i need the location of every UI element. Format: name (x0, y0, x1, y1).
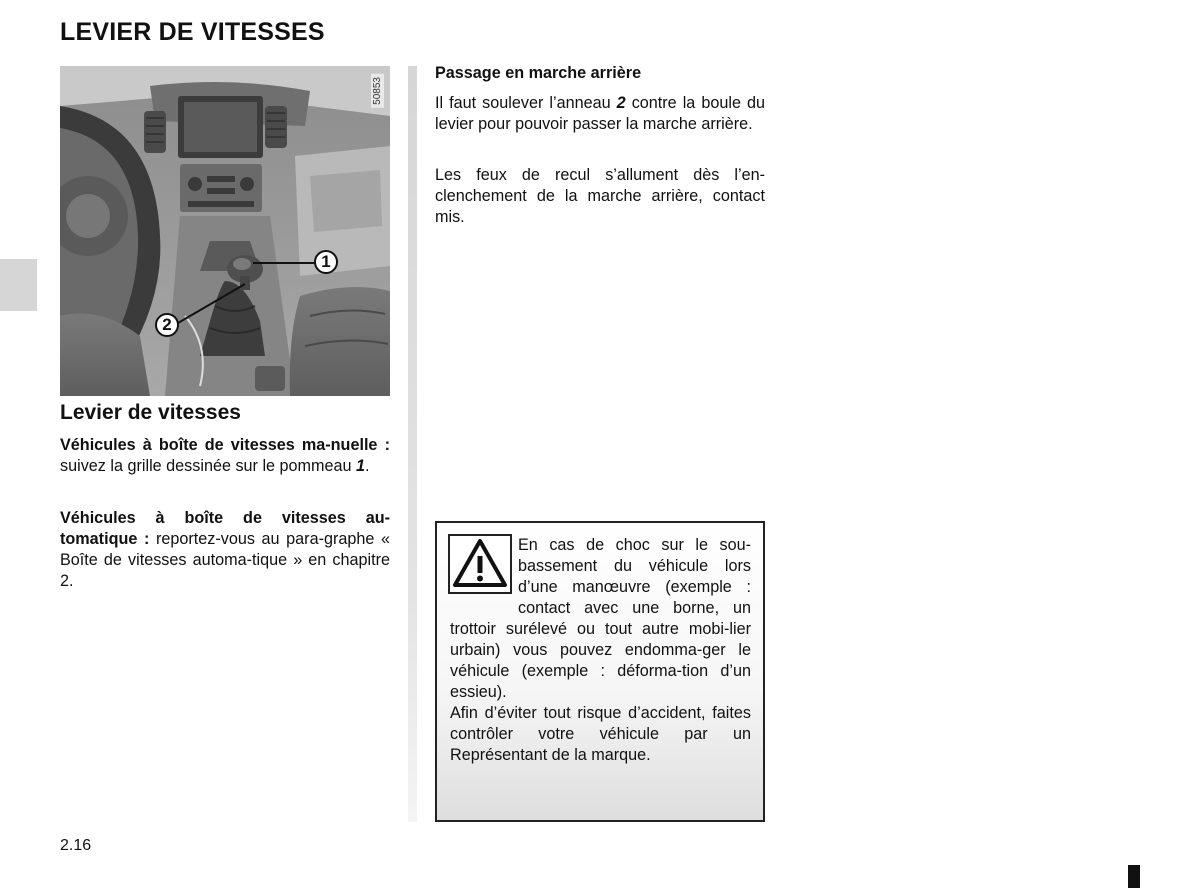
reverse-gear-heading: Passage en marche arrière (435, 64, 642, 82)
reverse-gear-text-b: contre la boule du levier pour pouvoir passer la marche arrière. (435, 94, 765, 133)
section-heading: Levier de vitesses (60, 401, 241, 424)
page-title: LEVIER DE VITESSES (60, 18, 325, 46)
callout-2: 2 (155, 313, 179, 337)
warning-text (450, 535, 751, 766)
ring-reference-2: 2 (616, 94, 626, 112)
reverse-gear-text-a: Il faut soulever l’anneau (435, 94, 617, 112)
page-number: 2.16 (60, 837, 92, 854)
automatic-gearbox-label: Véhicules à boîte de vitesses au-tomatique : (60, 509, 390, 548)
car-interior-drawing (60, 66, 390, 396)
automatic-gearbox-paragraph (60, 508, 390, 592)
column-divider-bar (408, 66, 417, 822)
manual-gearbox-text: suivez la grille dessinée sur le pommeau (60, 457, 357, 475)
ring-reference-1: 1 (356, 457, 366, 475)
figure-code: 50853 (371, 74, 384, 108)
warning-paragraph-1: En cas de choc sur le sou-bassement du véhicule lors d’une manœuvre (exemple : contact avec une borne, un trottoir surélevé ou tout autre mobi-lier urbain) vous pouvez endomma-ger le véhicule (exemple : déforma-tion d’un essieu). (450, 536, 751, 701)
corner-thumb-mark (1128, 865, 1140, 888)
manual-gearbox-label: Véhicules à boîte de vitesses ma-nuelle : (60, 436, 390, 454)
manual-gearbox-paragraph (60, 435, 390, 477)
callout-1: 1 (314, 250, 338, 274)
chapter-tab-marker (0, 259, 37, 311)
reverse-gear-paragraph-1 (435, 93, 765, 135)
warning-paragraph-2: Afin d’éviter tout risque d’accident, faites contrôler votre véhicule par un Représentant de la marque. (450, 704, 751, 764)
reverse-lights-paragraph: Les feux de recul s’allument dès l’en-clenchement de la marche arrière, contact mis. (435, 166, 765, 226)
manual-gearbox-end: . (365, 457, 370, 475)
automatic-gearbox-text: reportez-vous au para-graphe « Boîte de vitesses automa-tique » en chapitre 2. (60, 530, 390, 590)
warning-box (435, 521, 765, 822)
gear-lever-illustration (60, 66, 390, 396)
